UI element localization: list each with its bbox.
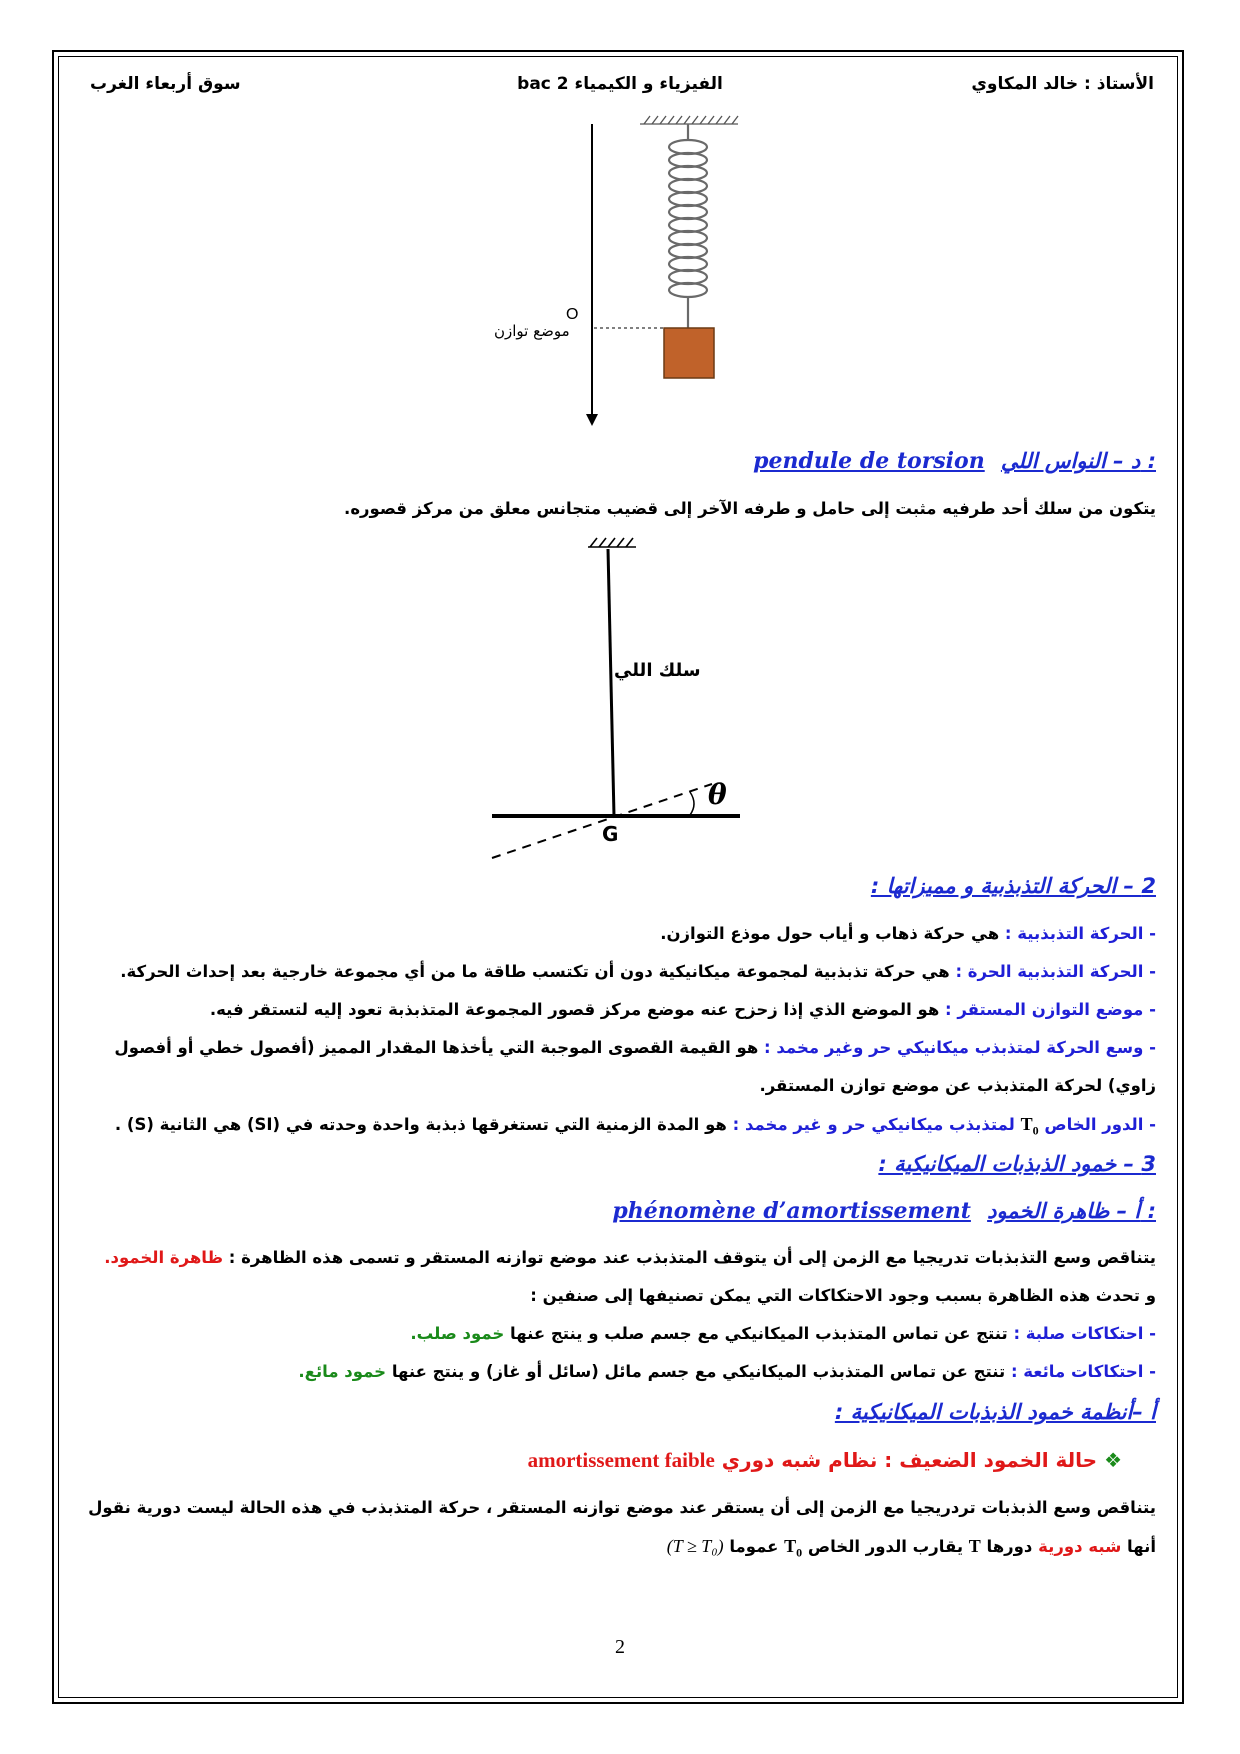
section-3a-title-fr: phénomène d’amortissement (612, 1198, 971, 1224)
section-3-heading: 3 – خمود الذبذبات الميكانيكية : (878, 1152, 1156, 1176)
term: - الدور الخاص $T_0$ لمتذبذب ميكانيكي حر و غير مخمد : (732, 1114, 1156, 1138)
theta-label: θ (708, 778, 727, 811)
solid-friction: - احتكاكات صلبة : تنتج عن تماس المتذبذب الميكانيكي مع جسم صلب و ينتج عنها خمود صلب. (410, 1324, 1156, 1343)
section-d-title-ar: د – النواس اللي : (1000, 449, 1156, 473)
origin-label: O (566, 306, 579, 323)
term: - احتكاكات صلبة : (1013, 1324, 1156, 1343)
definition: هو المدة الزمنية التي تستغرقها ذبذبة واحدة وحدته في (SI) هي الثانية (S) . (114, 1115, 733, 1134)
header-subject: الفيزياء و الكيمياء 2 bac (517, 74, 723, 94)
definition: هو الموضع الذي إذا زحزح عنه موضع مركز قصور المجموعة المتذبذبة تعود إليه لتستقر فيه. (209, 1000, 946, 1019)
definition: هي حركة ذهاب و أياب حول موذع التوازن. (660, 924, 1005, 943)
page-number: 2 (615, 1636, 625, 1658)
fluid-friction: - احتكاكات مائعة : تنتج عن تماس المتذبذب الميكانيكي مع جسم مائل (سائل أو غاز) و ينتج عنها خمود مائع. (298, 1362, 1156, 1381)
g-label: G (602, 822, 619, 846)
wire-label: سلك اللي (614, 660, 701, 681)
definition: هو القيمة القصوى الموجبة التي يأخذها المقدار المميز (أفصول خطي أو أفصول (114, 1038, 765, 1057)
result: خمود مائع. (298, 1362, 392, 1381)
section-3b-heading: أ –أنظمة خمود الذبذبات الميكانيكية : (834, 1400, 1156, 1424)
def-stable-equilibrium (90, 998, 1156, 1022)
term: - موضع التوازن المستقر : (945, 1000, 1156, 1019)
angle-arc (690, 792, 694, 815)
def-proper-period (90, 1112, 1156, 1142)
weak-damping-text: يتناقص وسع الذبذبات تردريجيا مع الزمن إلى أن يستقر عند موضع توازنه المستقر ، حركة المتذبذب في هذه الحالة ليست دورية نقول (88, 1498, 1156, 1517)
term-damping: ظاهرة الخمود. (104, 1248, 229, 1267)
def-amplitude-cont: زاوي) لحركة المتذبذب عن موضع توازن المستقر. (759, 1076, 1156, 1095)
section-3a-heading (612, 1198, 1156, 1224)
section-3a-title-ar: أ – ظاهرة الخمود : (987, 1199, 1156, 1223)
weak-damping-case: ❖ حالة الخمود الضعيف : نظام شبه دوري amortissement faible (527, 1448, 1122, 1472)
def-amplitude (90, 1036, 1156, 1060)
term: - الحركة التذبذبية الحرة : (955, 962, 1156, 981)
torsion-wire (608, 549, 614, 816)
section-d-title-fr: pendule de torsion (753, 448, 985, 474)
formula: (T ≥ T₀) (666, 1536, 724, 1556)
pseudo-period-text: أنها شبه دورية دورها T يقارب الدور الخاص $T_0$ عموما (T ≥ T₀) (666, 1536, 1156, 1560)
header-teacher: الأستاذ : خالد المكاوي (971, 74, 1154, 94)
friction-intro: و تحدث هذه الظاهرة بسبب وجود الاحتكاكات التي يمكن تصنيفها إلى صنفين : (530, 1286, 1156, 1305)
bullet-icon: ❖ (1104, 1448, 1122, 1472)
definition: هي حركة تذبذبية لمجموعة ميكانيكية دون أن تكتسب طاقة ما من أي مجموعة خارجية بعد إحداث الحركة. (120, 962, 956, 981)
def-oscillatory-motion (90, 922, 1156, 946)
def-free-oscillation (90, 960, 1156, 984)
result: خمود صلب. (410, 1324, 511, 1343)
section-2-heading: 2 – الحركة التذبذبية و مميزاتها : (870, 874, 1156, 898)
section-d-text: يتكون من سلك أحد طرفيه مثبت إلى حامل و طرفه الآخر إلى قضيب متجانس معلق من مركز قصوره. (344, 499, 1156, 518)
term: - الحركة التذبذبية : (1004, 924, 1156, 943)
damping-paragraph: يتناقص وسع التذبذبات تدريجيا مع الزمن إلى أن يتوقف المتذبذب عند موضع توازنه المستقر و تسمى هذه الظاهرة : ظاهرة الخمود. (104, 1248, 1156, 1267)
torsion-support (588, 538, 636, 547)
term-pseudo-periodic: شبه دورية (1038, 1537, 1128, 1556)
term: - احتكاكات مائعة : (1010, 1362, 1156, 1381)
term: - وسع الحركة لمتذبذب ميكانيكي حر وغير مخمد : (764, 1038, 1156, 1057)
rod-rotated-dashed (492, 784, 712, 858)
equilibrium-label: موضع توازن (494, 322, 570, 340)
header-location: سوق أربعاء الغرب (90, 74, 241, 94)
